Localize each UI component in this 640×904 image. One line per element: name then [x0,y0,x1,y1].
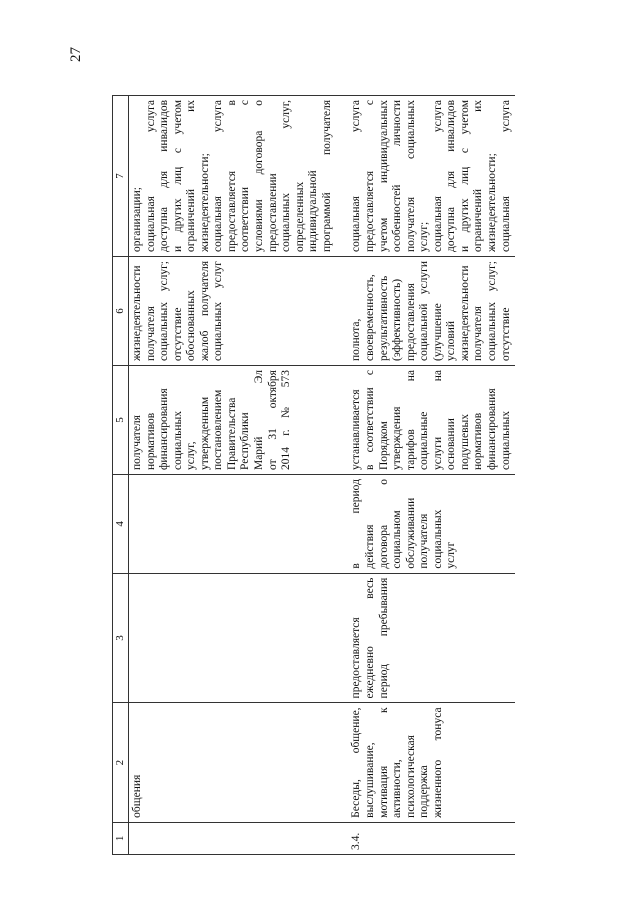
cell-line: Марий Эл [253,370,266,471]
row-b-col1: 3.4. [336,822,515,854]
cell-line: получателя [418,513,431,569]
cell-line: жизнедеятельности; [198,153,211,252]
cell-line: социальном [391,510,404,569]
cell-line: жизненного тонуса [431,707,444,818]
cell-line: жизнедеятельности [458,265,471,362]
cell-line: отсутствие [171,307,184,362]
cell-line: социальная услуга [499,100,512,252]
row-a-col1 [128,822,336,854]
cell-line: общения [130,774,143,818]
header-col-1: 1 [113,822,129,854]
cell-line: индивидуальной [307,170,320,252]
row-a-col3 [128,573,336,703]
cell-line: особенностей личности [391,100,404,252]
cell-line: обоснованных [185,290,198,362]
row-b-col7 [336,96,515,257]
cell-line: условиями договора о [253,100,266,252]
cell-line: получателя [472,306,485,362]
header-col-7: 7 [113,96,129,257]
cell-line: мотивация к [377,707,390,818]
cell-line: социальных услуг, [280,100,293,252]
cell-line: Порядком [377,421,390,471]
page-number: 27 [68,47,84,62]
cell-line: в соответствии с [363,370,376,471]
cell-line: в период [350,479,363,569]
row-b-col2 [336,703,515,822]
cell-line: доступна для инвалидов [445,100,458,252]
cell-line: учетом индивидуальных [377,100,390,252]
cell-line: предоставляется с [363,100,376,252]
cell-line: полнота, [350,318,363,362]
cell-line: (эффективность) [391,278,404,362]
header-col-6: 6 [113,257,129,366]
rotated-table-sheet [112,95,612,855]
cell-line: утверждения [391,406,404,471]
cell-line: и других лиц с учетом [458,100,471,252]
row-b-col4 [336,475,515,574]
cell-line: услуг; [418,221,431,252]
cell-line: Беседы, общение, [350,707,363,818]
cell-line: постановлением [212,389,225,471]
cell-line: социальных услуг; [158,261,171,362]
row-b-col3 [336,573,515,703]
cell-line: нормативов [472,412,485,471]
cell-line: предоставлении [266,173,279,252]
header-col-2: 2 [113,703,129,822]
row-b-col5 [336,366,515,475]
cell-line: 2014 г. № 573 [280,370,293,471]
cell-line: социальные [418,411,431,471]
table-row-3-4 [336,96,515,855]
cell-line: активности, [391,759,404,818]
cell-line: программой получателя [320,100,333,252]
cell-line: психологическая [404,735,417,818]
cell-line: социальных услуг; [486,261,499,362]
row-a-col6 [128,257,336,366]
cell-line: социальная услуга [144,100,157,252]
cell-line: предоставляется в [225,100,238,252]
cell-line: услуг [445,541,458,569]
cell-line: социальная услуга [212,100,225,252]
cell-line: отсутствие [499,307,512,362]
cell-line: определенных [293,181,306,252]
cell-line: тарифов на [404,370,417,471]
cell-line: предоставляется [350,617,363,699]
cell-line: получателя [130,415,143,471]
header-col-5: 5 [113,366,129,475]
cell-line: условий [445,320,458,362]
cell-line: устанавливается [350,389,363,471]
cell-line: организации; [130,187,143,252]
cell-line: жизнедеятельности; [486,153,499,252]
cell-line: услуг, [185,441,198,471]
cell-line: услуги на [431,370,444,471]
header-col-4: 4 [113,475,129,574]
cell-line: договора о [377,479,390,569]
cell-line: и других лиц с учетом [171,100,184,252]
row-a-col5 [128,366,336,475]
cell-line: жалоб получателя [198,261,211,362]
cell-line: получателя социальных [404,100,417,252]
cell-line: предоставления [404,283,417,362]
cell-line: выслушивание, [363,742,376,818]
cell-line: финансирования [158,388,171,471]
cell-line: социальных [171,411,184,471]
cell-line: утвержденным [198,396,211,471]
row-b-col6 [336,257,515,366]
cell-line: (улучшение [431,303,444,362]
cell-line: финансирования [486,388,499,471]
cell-line: жизнедеятельности [130,265,143,362]
row-a-col7 [128,96,336,257]
cell-line: социальная услуга [431,100,444,252]
cell-line: от 31 октября [266,370,279,471]
row-a-col4 [128,475,336,574]
cell-line: ежедневно весь [363,577,376,699]
header-col-3: 3 [113,573,129,703]
cell-line: социальных [431,509,444,569]
cell-line: период пребывания [377,577,390,699]
cell-line: основании [445,418,458,471]
cell-line: доступна для инвалидов [158,100,171,252]
cell-line: результативность [377,275,390,362]
cell-line: своевременность, [363,274,376,362]
cell-line: подушевых [458,413,471,471]
cell-line: Правительства [225,397,238,471]
services-table [112,95,515,855]
cell-line: соответствии с [239,100,252,252]
cell-line: социальная услуга [350,100,363,252]
cell-line: социальных услуг [212,261,225,362]
column-number-row [113,96,129,855]
cell-line: нормативов [144,412,157,471]
cell-line: действия [363,524,376,569]
cell-line: обслуживании [404,497,417,569]
cell-line: получателя [144,306,157,362]
row-a-col2 [128,703,336,822]
cell-line: ограничений их [185,100,198,252]
table-row-continued [128,96,336,855]
cell-line: социальной услуги [418,261,431,362]
cell-line: Республики [239,412,252,471]
cell-line: социальных [499,411,512,471]
cell-line: поддержка [418,765,431,818]
cell-line: ограничений их [472,100,485,252]
